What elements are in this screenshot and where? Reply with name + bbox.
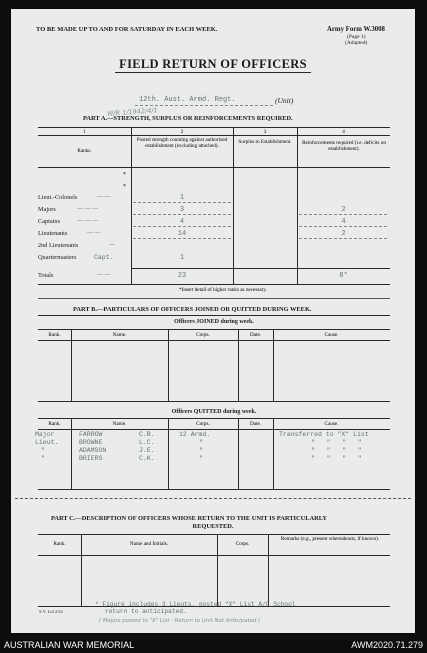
part-a-footnote: *Insert detail of higher ranks as necessary. <box>179 287 267 293</box>
print-code: S.V. Ltd 2/42 <box>39 609 63 614</box>
part-c-col-rank: Rank. <box>53 541 66 547</box>
rank-label-lieutenants: Lieutenants <box>38 230 68 237</box>
handwritten-note: ( Majors posted to "X" List - Return to Unit Not Anticipated ) <box>99 618 261 624</box>
footer-institution: AUSTRALIAN WAR MEMORIAL <box>4 640 135 650</box>
totals-posted: 23 <box>177 272 187 280</box>
quitted-row-3-rank: " <box>41 447 45 454</box>
typed-note-line1: * Figure includes 3 Lieuts. posted "X" List A/C School <box>95 601 296 608</box>
rank-label-2nd-lts: 2nd Lieutenants <box>38 242 79 249</box>
quitted-col-rank: Rank. <box>48 421 61 427</box>
posted-quartermasters: 1 <box>179 254 185 262</box>
rank-label-quartermasters: Quartermasters <box>38 254 77 261</box>
quitted-row-1-rank: Major <box>35 431 55 438</box>
part-c-heading-line1: PART C.—DESCRIPTION OF OFFICERS WHOSE RETURN TO THE UNIT IS PARTICULARLY <box>51 515 328 522</box>
posted-majors: 3 <box>179 206 185 214</box>
part-c-col-remarks: Remarks (e.g., present whereabouts, if known). <box>280 536 380 542</box>
footer-accession-number: AWM2020.71.279 <box>351 640 423 650</box>
posted-lieutenants: 14 <box>177 230 187 238</box>
quitted-row-2-name: BROWNE <box>79 439 103 446</box>
quitted-row-4-corps: " <box>199 455 203 462</box>
joined-heading: Officers JOINED during week. <box>174 319 254 325</box>
quitted-col-date: Date. <box>249 421 262 427</box>
quitted-col-corps: Corps. <box>196 421 210 427</box>
col-number-2: 2 <box>180 129 184 135</box>
part-a-heading: PART A.—STRENGTH, SURPLUS OR REINFORCEMENTS REQUIRED. <box>83 115 293 122</box>
quitted-heading: Officers QUITTED during week. <box>171 409 257 415</box>
asterisk-row-2: * <box>123 184 126 190</box>
top-note: TO BE MADE UP TO AND FOR SATURDAY IN EACH WEEK. <box>36 26 218 33</box>
document-page: TO BE MADE UP TO AND FOR SATURDAY IN EACH WEEK. Army Form W.3008 (Page 1) (Adapted) FIELD RETURN OF OFFICERS 12th. Aust. Armd. Regt. (Unit) W/R 1/1942/4/1 PART A.—STRENGTH, SURPLUS OR REINFORCEMENTS REQUIRED. 1 2 3 4 Ranks. Posted strength counting against authorized establishment (excluding attached). Surplus to Establishment. Reinforcements required (i.e. deficits on establishment). * * Lieut.-Colonels Majors Captains Lieutenants 2nd Lieutenants Quartermasters Capt. — — — — — — — — — — — 1 3 4 14 1 2 4 2 Totals — — 23 8* *Insert detail of higher ranks as necessary. PART B.—PARTICULARS OF OFFICERS JOINED OR QUITTED DURING WEEK. Officers JOINED during week. Rank. Name. Corps. Date. Cause. Officers QUITTED during week. Rank. Name. Corps. Date. Cause. Major FARROW C.B. 12 Armd. Transferred to "X" List Lieut. BROWNE L.C. " " " " " " ADAMSON J.E. " " " " " " BRIERS C.K. " " " " " PART C.—DESCRIPTION OF OFFICERS WHOSE RETURN TO THE UNIT IS PARTICULARLY REQUESTED. Rank. Name and Initials. Corps. Remarks (e.g., present whereabouts, if known). S.V. Ltd 2/42 * Figure includes 3 Lieuts. posted "X" List A/C School return to anticipated. ( Majors posted to "X" List - Return to Unit Not Anticipated ) <box>11 9 415 633</box>
quitted-row-1-initials: C.B. <box>139 431 155 438</box>
part-c-heading-line2: REQUESTED. <box>192 523 234 530</box>
quitted-row-1-name: FARROW <box>79 431 103 438</box>
reinf-lieutenants: 2 <box>341 230 346 238</box>
joined-col-name: Name. <box>112 332 127 338</box>
col-header-reinforcements: Reinforcements required (i.e. deficits on establishment). <box>302 140 386 152</box>
col-header-ranks: Ranks. <box>77 148 92 154</box>
quitted-row-2-initials: L.C. <box>139 439 155 446</box>
col-number-1: 1 <box>83 129 86 135</box>
quitted-col-cause: Cause. <box>324 421 339 427</box>
joined-col-cause: Cause. <box>324 332 339 338</box>
col-header-surplus: Surplus to Establishment. <box>238 139 292 145</box>
joined-col-rank: Rank. <box>48 332 61 338</box>
quitted-row-4-name: BRIERS <box>79 455 103 462</box>
posted-lt-col: 1 <box>179 194 185 202</box>
quitted-row-4-initials: C.K. <box>139 455 155 462</box>
quitted-row-3-cause: " " " " <box>311 447 362 454</box>
part-c-col-name: Name and Initials. <box>129 541 169 547</box>
archive-footer <box>0 639 427 653</box>
quitted-row-2-cause: " " " " <box>311 439 362 446</box>
quitted-row-4-cause: " " " " <box>311 455 362 462</box>
part-b-heading: PART B.—PARTICULARS OF OFFICERS JOINED OR QUITTED DURING WEEK. <box>73 306 312 313</box>
quartermaster-rank-extra: Capt. <box>94 254 114 261</box>
rank-label-majors: Majors <box>38 206 56 213</box>
quitted-col-name: Name. <box>112 421 127 427</box>
col-number-3: 3 <box>263 129 267 135</box>
asterisk-row-1: * <box>123 172 126 178</box>
joined-col-date: Date. <box>249 332 262 338</box>
unit-label: (Unit) <box>275 96 294 105</box>
quitted-row-1-cause: Transferred to "X" List <box>279 431 369 438</box>
col-number-4: 4 <box>342 129 345 135</box>
adapted-label: (Adapted) <box>345 40 368 46</box>
totals-reinforcements: 8* <box>339 272 348 280</box>
perforation-line <box>15 498 411 499</box>
title-underline <box>115 72 311 73</box>
quitted-row-2-corps: " <box>199 439 203 446</box>
quitted-row-3-initials: J.E. <box>139 447 155 454</box>
reinf-majors: 2 <box>341 206 346 214</box>
rank-label-lt-col: Lieut.-Colonels <box>38 194 78 201</box>
col-header-posted: Posted strength counting against authorized establishment (excluding attached). <box>136 137 228 149</box>
joined-col-corps: Corps. <box>196 332 210 338</box>
handwritten-reference: W/R 1/1942/4/1 <box>106 106 158 118</box>
page-title: FIELD RETURN OF OFFICERS <box>119 57 307 71</box>
posted-captains: 4 <box>179 218 185 226</box>
unit-name: 12th. Aust. Armd. Regt. <box>139 96 236 104</box>
totals-label: Totals <box>38 272 54 279</box>
quitted-row-3-corps: " <box>199 447 203 454</box>
reinf-captains: 4 <box>341 218 346 226</box>
form-number: Army Form W.3008 <box>327 26 385 33</box>
typed-note-line2: return to anticipated. <box>105 608 187 615</box>
quitted-row-4-rank: " <box>41 455 45 462</box>
quitted-row-2-rank: Lieut. <box>35 439 59 446</box>
quitted-row-3-name: ADAMSON <box>79 447 107 454</box>
rank-label-captains: Captains <box>38 218 61 225</box>
page-ref: (Page 1) <box>347 34 366 40</box>
quitted-row-1-corps: 12 Armd. <box>179 431 211 438</box>
part-c-col-corps: Corps. <box>235 541 250 547</box>
